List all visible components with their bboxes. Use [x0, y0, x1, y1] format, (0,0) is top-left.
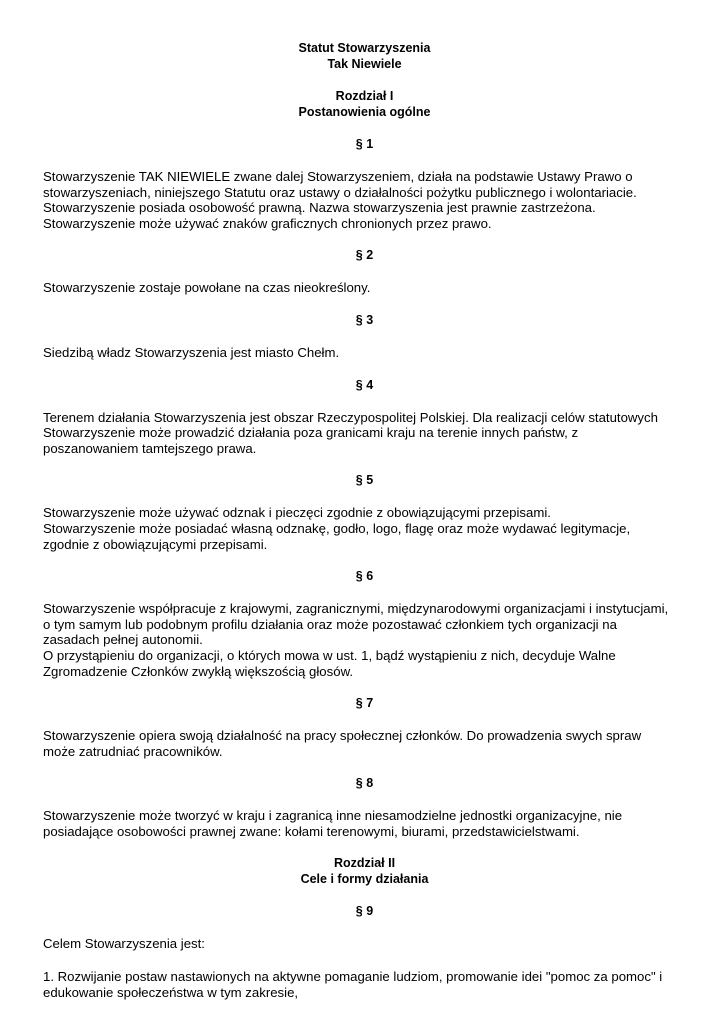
text-line: Stowarzyszenie współpracuje z krajowymi, zagranicznymi, międzynarodowymi organizacjami i instytucjami, — [43, 601, 669, 617]
section-4-text — [43, 410, 686, 457]
text-line: Stowarzyszenie może tworzyć w kraju i zagranicą inne niesamodzielne jednostki organizacyjne, nie — [43, 808, 623, 824]
text-line: posiadające osobowości prawnej zwane: kołami terenowymi, biurami, przedstawicielstwami. — [43, 823, 580, 839]
section-9-item-1 — [43, 969, 686, 1000]
text-line: Terenem działania Stowarzyszenia jest obszar Rzeczypospolitej Polskiej. Dla realizacji celów statutowych — [43, 409, 658, 425]
text-line: zasadach pełnej autonomii. — [43, 632, 203, 648]
section-1-number: § 1 — [355, 137, 374, 151]
section-3-text — [43, 345, 686, 361]
chapter-2-name: Cele i formy działania — [300, 872, 429, 887]
section-6-text — [43, 601, 686, 679]
section-7-number: § 7 — [355, 696, 374, 711]
text-line: edukowanie społeczeństwa w tym zakresie, — [43, 984, 299, 1000]
text-line: może zatrudniać pracowników. — [43, 743, 223, 759]
text-line: poszanowaniem tamtejszego prawa. — [43, 440, 257, 456]
chapter-2-heading — [43, 855, 686, 887]
text-line: Stowarzyszenie może używać odznak i pieczęci zgodnie z obowiązującymi przepisami. — [43, 505, 551, 521]
text-line: Stowarzyszenie posiada osobowość prawną. Nazwa stowarzyszenia jest prawnie zastrzeżona. — [43, 200, 596, 216]
section-8-text — [43, 808, 686, 839]
text-line: Stowarzyszenie TAK NIEWIELE zwane dalej Stowarzyszeniem, działa na podstawie Ustawy Prawo o — [43, 169, 633, 184]
text-line: Stowarzyszenie może posiadać własną odznakę, godło, logo, flagę oraz może wydawać legitymacje, — [43, 520, 631, 536]
section-6-number: § 6 — [355, 569, 374, 584]
document-page — [43, 40, 686, 1000]
section-5-text — [43, 505, 686, 552]
title-line-2: Tak Niewiele — [327, 57, 402, 71]
text-line: zgodnie z obowiązującymi przepisami. — [43, 536, 268, 552]
text-line: Stowarzyszenie może używać znaków graficznych chronionych przez prawo. — [43, 215, 492, 231]
section-4-number: § 4 — [355, 377, 374, 392]
section-2-text — [43, 280, 686, 296]
text-line: Siedzibą władz Stowarzyszenia jest miasto Chełm. — [43, 344, 340, 360]
section-2-number: § 2 — [355, 248, 374, 263]
section-9-number: § 9 — [355, 904, 374, 919]
section-3-number: § 3 — [355, 312, 374, 327]
chapter-1-name: Postanowienia ogólne — [298, 105, 431, 119]
text-line: Stowarzyszenie może prowadzić działania poza granicami kraju na terenie innych państw, z — [43, 425, 579, 441]
section-9-intro — [43, 936, 686, 952]
chapter-1-label: Rozdział I — [335, 89, 394, 103]
text-line: Celem Stowarzyszenia jest: — [43, 936, 205, 952]
text-line: Zgromadzenie Członków zwykłą większością głosów. — [43, 663, 354, 679]
text-line: 1. Rozwijanie postaw nastawionych na aktywne pomaganie ludziom, promowanie idei "pomoc za pomoc" i — [43, 969, 663, 985]
text-line: Stowarzyszenie opiera swoją działalność na pracy społecznej członków. Do prowadzenia swych spraw — [43, 728, 642, 744]
text-line: stowarzyszeniach, niniejszego Statutu oraz ustawy o działalności pożytku publicznego i wolontariacie. — [43, 184, 637, 200]
section-5-number: § 5 — [355, 473, 374, 488]
text-line: o tym samym lub podobnym profilu działania oraz może pozostawać członkiem tych organizacji na — [43, 616, 617, 632]
document-title — [43, 40, 686, 72]
section-8-number: § 8 — [355, 776, 374, 791]
chapter-1-heading — [43, 88, 686, 120]
section-7-text — [43, 728, 686, 759]
section-1-text — [43, 169, 686, 231]
title-line-1: Statut Stowarzyszenia — [298, 41, 431, 55]
text-line: O przystąpieniu do organizacji, o których mowa w ust. 1, bądź wystąpieniu z nich, decyduje Walne — [43, 647, 616, 663]
text-line: Stowarzyszenie zostaje powołane na czas nieokreślony. — [43, 280, 371, 296]
chapter-2-label: Rozdział II — [333, 856, 396, 871]
